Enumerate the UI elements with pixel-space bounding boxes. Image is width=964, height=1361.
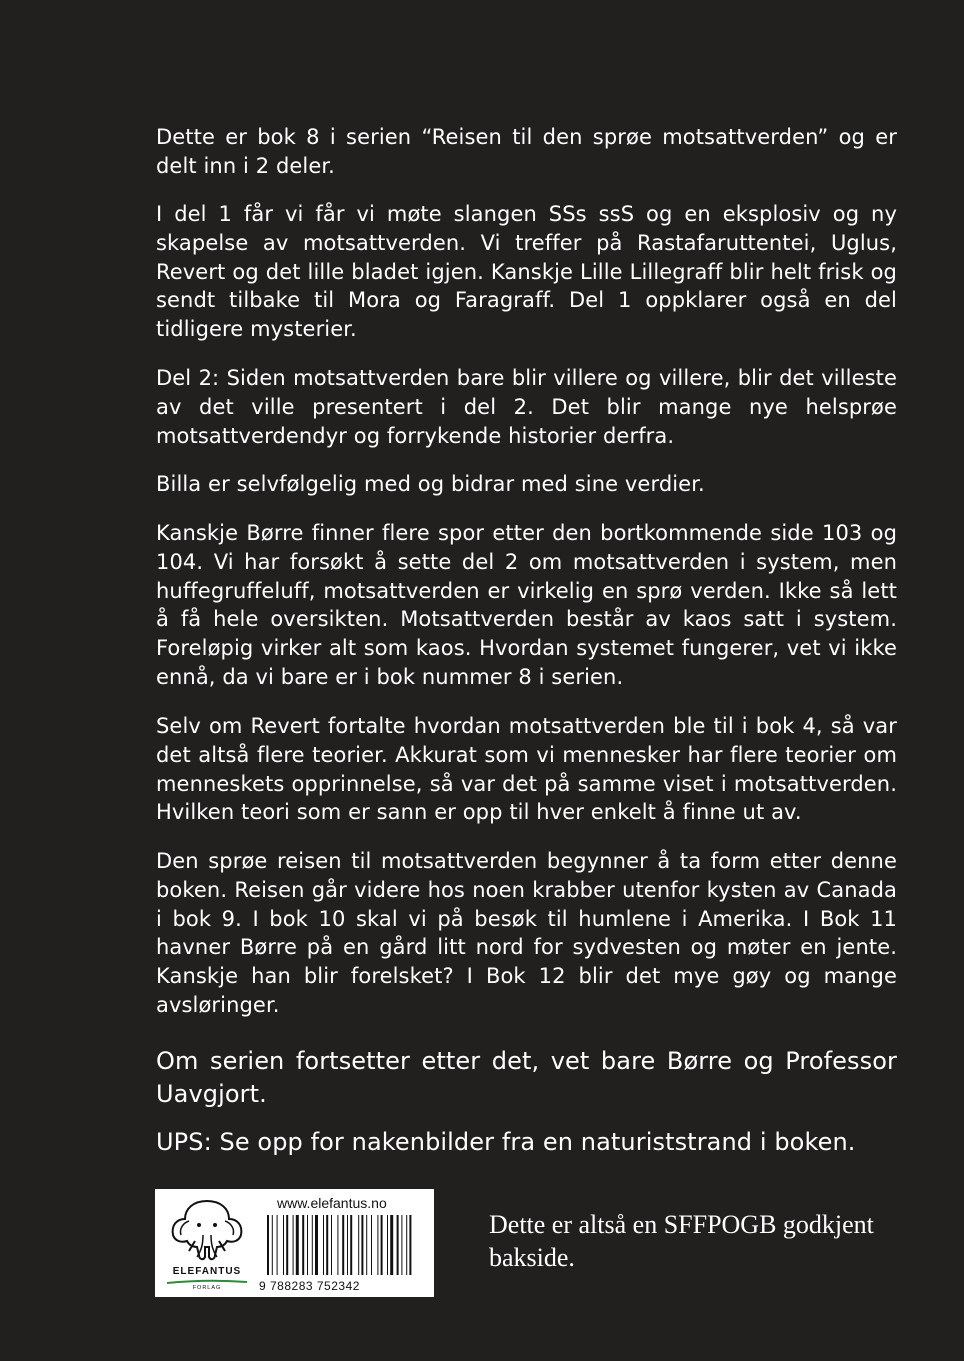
- barcode-bar: [387, 1215, 388, 1275]
- barcode-bars: [265, 1215, 425, 1279]
- barcode-bar: [350, 1215, 352, 1275]
- publisher-name: ELEFANTUS: [172, 1266, 242, 1277]
- barcode-bar: [296, 1215, 299, 1275]
- barcode-bar: [397, 1215, 399, 1275]
- isbn-barcode-box: [155, 1189, 434, 1297]
- barcode-bar: [277, 1215, 278, 1275]
- theory-paragraph: Selv om Revert fortalte hvordan motsattverden ble til i bok 4, så var det altså flere teorier. Akkurat som vi mennesker har flere teorier om menneskets opprinnelse, så var det på samme viset i motsattverden. Hvilken teori som er sann er opp til hver enkelt å finne ut av.: [156, 714, 897, 825]
- publisher-url: www.elefantus.no: [277, 1195, 387, 1211]
- barcode-bar: [342, 1215, 344, 1275]
- barcode-bar: [381, 1215, 383, 1275]
- series-paragraph: Den sprøe reisen til motsattverden begynner å ta form etter denne boken. Reisen går videre hos noen krabber utenfor kysten av Canada i bok 9. I bok 10 skal vi på besøk til humlene i Amerika. I Bok 11 havner Børre på en gård litt nord for sydvesten og møter en jente. Kanskje han blir forelsket? I Bok 12 blir det mye gøy og mange avsløringer.: [156, 849, 897, 1017]
- barcode-bar: [390, 1215, 393, 1275]
- barcode-bar: [312, 1215, 313, 1275]
- billa-paragraph: Billa er selvfølgelig med og bidrar med sine verdier.: [156, 472, 705, 496]
- barcode-bar: [337, 1215, 338, 1275]
- barcode-bar: [293, 1215, 294, 1275]
- barcode-bar: [272, 1215, 273, 1275]
- barcode-bar: [371, 1215, 372, 1275]
- barcode-bar: [302, 1215, 304, 1275]
- barcode-bar: [366, 1215, 367, 1275]
- barcode-bar: [331, 1215, 332, 1275]
- barcode-bar: [377, 1215, 378, 1275]
- publisher-subtitle: FORLAG: [192, 1285, 222, 1291]
- barcode-bar: [267, 1215, 269, 1275]
- part-2-paragraph: Del 2: Siden motsattverden bare blir villere og villere, blir det villeste av det ville presentert i del 2. Det blir mange nye helsprøe motsattverdendyr og forrykende historier derfra.: [156, 366, 897, 448]
- continuation-paragraph: Om serien fortsetter etter det, vet bare Børre og Professor Uavgjort.: [156, 1047, 897, 1108]
- part-1-paragraph: I del 1 får vi får vi møte slangen SSs ssS og en eksplosiv og ny skapelse av motsattverden. Vi treffer på Rastafaruttentei, Uglus, Revert og det lille bladet igjen. Kanskje Lille Lillegraff blir helt frisk og sendt tilbake til Mora og Faragraff. Del 1 oppklarer også en del tidligere mysterier.: [156, 202, 897, 342]
- barcode-bar: [401, 1215, 402, 1275]
- warning-paragraph: UPS: Se opp for nakenbilder fra en naturiststrand i boken.: [156, 1128, 856, 1156]
- approval-note: Dette er altså en SFFPOGB godkjent bakside.: [489, 1210, 874, 1272]
- barcode-bar: [307, 1215, 308, 1275]
- borre-paragraph: Kanskje Børre finner flere spor etter den bortkommende side 103 og 104. Vi har forsøkt å sette del 2 om motsattverden i system, men huffegruffeluff, motsattverden er virkelig en sprø verden. Ikke så lett å få hele oversikten. Motsattverden består av kaos satt i system. Foreløpig virker alt som kaos. Hvordan systemet fungerer, vet vi ikke ennå, da vi bare er i bok nummer 8 i serien.: [156, 521, 897, 689]
- barcode-bar: [409, 1215, 411, 1275]
- barcode-bar: [286, 1215, 288, 1275]
- barcode-bar: [323, 1215, 324, 1275]
- intro-paragraph: Dette er bok 8 i serien “Reisen til den sprøe motsattverden” og er delt inn i 2 deler.: [156, 125, 897, 178]
- barcode-bar: [326, 1215, 328, 1275]
- elefantus-logo: [159, 1195, 255, 1293]
- barcode-bar: [347, 1215, 348, 1275]
- barcode-bar: [361, 1215, 363, 1275]
- barcode-bar: [315, 1215, 318, 1275]
- barcode-bar: [283, 1215, 284, 1275]
- isbn-number: 9 788283 752342: [259, 1279, 360, 1293]
- barcode-bar: [358, 1215, 359, 1275]
- barcode-bar: [406, 1215, 407, 1275]
- elephant-icon: [159, 1195, 255, 1265]
